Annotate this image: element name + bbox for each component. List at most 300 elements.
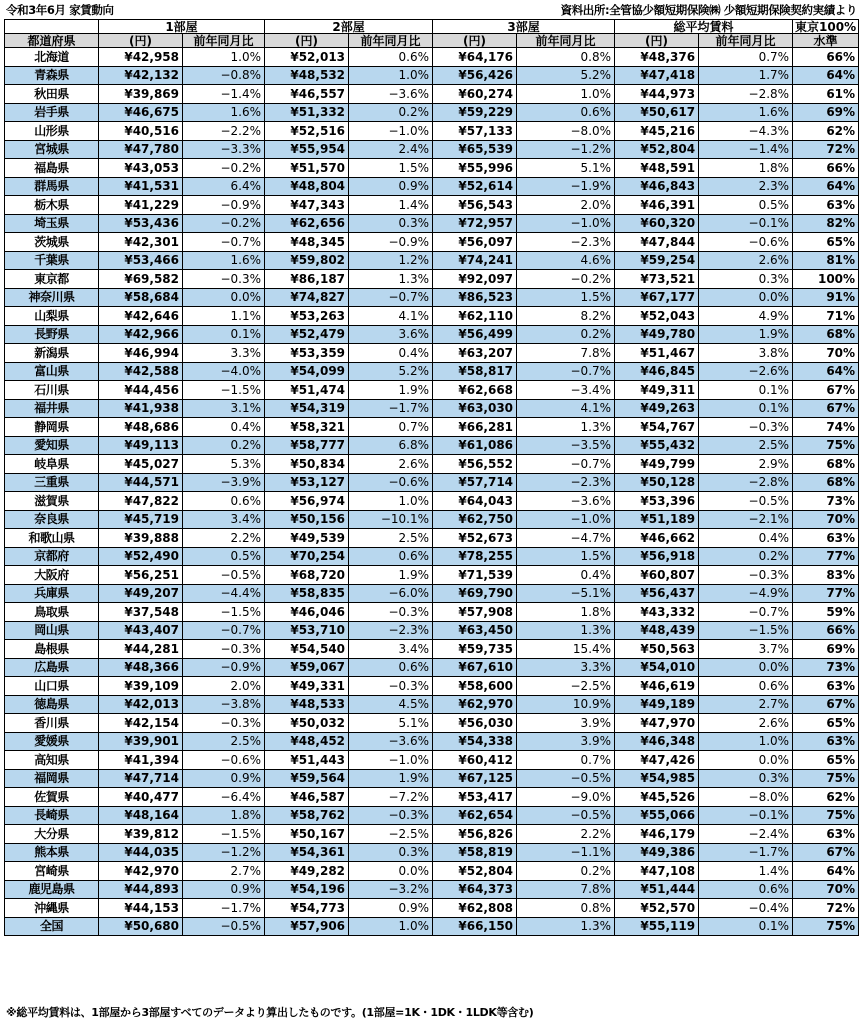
rent-3room: ¥86,523 bbox=[433, 288, 517, 307]
yoy-average: 0.1% bbox=[699, 399, 793, 418]
pref-cell: 愛媛県 bbox=[5, 732, 99, 751]
yoy-3room: 10.9% bbox=[517, 695, 615, 714]
yoy-1room: −4.0% bbox=[183, 362, 265, 381]
yoy-3room: −1.0% bbox=[517, 510, 615, 529]
yoy-2room: 0.2% bbox=[349, 103, 433, 122]
yoy-1room: −0.9% bbox=[183, 658, 265, 677]
table-row bbox=[5, 325, 859, 344]
col-yoy-avg: 前年同月比 bbox=[699, 34, 793, 48]
yoy-1room: 2.2% bbox=[183, 529, 265, 548]
table-row bbox=[5, 251, 859, 270]
tokyo-level: 70% bbox=[793, 510, 859, 529]
rent-3room: ¥58,819 bbox=[433, 843, 517, 862]
rent-3room: ¥72,957 bbox=[433, 214, 517, 233]
rent-2room: ¥59,067 bbox=[265, 658, 349, 677]
rent-1room: ¥42,154 bbox=[99, 714, 183, 733]
rent-average: ¥46,843 bbox=[615, 177, 699, 196]
yoy-1room: −1.5% bbox=[183, 825, 265, 844]
pref-cell: 千葉県 bbox=[5, 251, 99, 270]
yoy-1room: 0.0% bbox=[183, 288, 265, 307]
rent-3room: ¥92,097 bbox=[433, 270, 517, 289]
rent-average: ¥50,617 bbox=[615, 103, 699, 122]
yoy-3room: −2.3% bbox=[517, 233, 615, 252]
rent-2room: ¥50,156 bbox=[265, 510, 349, 529]
yoy-1room: −0.7% bbox=[183, 233, 265, 252]
rent-2room: ¥68,720 bbox=[265, 566, 349, 585]
rent-average: ¥51,444 bbox=[615, 880, 699, 899]
yoy-average: −0.1% bbox=[699, 214, 793, 233]
table-row bbox=[5, 473, 859, 492]
yoy-1room: 0.5% bbox=[183, 547, 265, 566]
yoy-3room: 7.8% bbox=[517, 880, 615, 899]
tokyo-level: 70% bbox=[793, 344, 859, 363]
yoy-1room: −1.4% bbox=[183, 85, 265, 104]
table-row bbox=[5, 677, 859, 696]
yoy-2room: 1.0% bbox=[349, 917, 433, 936]
rent-average: ¥54,985 bbox=[615, 769, 699, 788]
yoy-1room: 3.4% bbox=[183, 510, 265, 529]
tokyo-level: 75% bbox=[793, 806, 859, 825]
yoy-3room: −0.7% bbox=[517, 455, 615, 474]
rent-2room: ¥50,167 bbox=[265, 825, 349, 844]
yoy-average: 0.5% bbox=[699, 196, 793, 215]
yoy-3room: 0.6% bbox=[517, 103, 615, 122]
pref-cell: 奈良県 bbox=[5, 510, 99, 529]
yoy-2room: 1.2% bbox=[349, 251, 433, 270]
rent-average: ¥54,767 bbox=[615, 418, 699, 437]
rent-average: ¥46,619 bbox=[615, 677, 699, 696]
yoy-average: −0.4% bbox=[699, 899, 793, 918]
yoy-average: 1.7% bbox=[699, 66, 793, 85]
pref-cell: 岡山県 bbox=[5, 621, 99, 640]
rent-1room: ¥42,013 bbox=[99, 695, 183, 714]
rent-average: ¥60,320 bbox=[615, 214, 699, 233]
yoy-1room: −1.2% bbox=[183, 843, 265, 862]
yoy-1room: 1.1% bbox=[183, 307, 265, 326]
pref-cell: 京都府 bbox=[5, 547, 99, 566]
rent-2room: ¥74,827 bbox=[265, 288, 349, 307]
pref-cell: 宮城県 bbox=[5, 140, 99, 159]
tokyo-level: 67% bbox=[793, 399, 859, 418]
yoy-2room: 0.3% bbox=[349, 214, 433, 233]
tokyo-level: 63% bbox=[793, 196, 859, 215]
rent-3room: ¥58,600 bbox=[433, 677, 517, 696]
table-row bbox=[5, 399, 859, 418]
rent-3room: ¥71,539 bbox=[433, 566, 517, 585]
yoy-3room: 0.2% bbox=[517, 862, 615, 881]
yoy-average: −2.6% bbox=[699, 362, 793, 381]
rent-1room: ¥58,684 bbox=[99, 288, 183, 307]
pref-cell: 三重県 bbox=[5, 473, 99, 492]
yoy-3room: −2.3% bbox=[517, 473, 615, 492]
yoy-2room: 3.4% bbox=[349, 640, 433, 659]
rent-3room: ¥61,086 bbox=[433, 436, 517, 455]
rent-2room: ¥48,452 bbox=[265, 732, 349, 751]
rent-average: ¥52,804 bbox=[615, 140, 699, 159]
rent-2room: ¥55,954 bbox=[265, 140, 349, 159]
tokyo-level: 68% bbox=[793, 455, 859, 474]
tokyo-level: 63% bbox=[793, 677, 859, 696]
table-row bbox=[5, 492, 859, 511]
pref-cell: 広島県 bbox=[5, 658, 99, 677]
table-row bbox=[5, 214, 859, 233]
rent-3room: ¥60,412 bbox=[433, 751, 517, 770]
yoy-average: −4.9% bbox=[699, 584, 793, 603]
pref-cell: 大分県 bbox=[5, 825, 99, 844]
yoy-1room: 2.7% bbox=[183, 862, 265, 881]
yoy-2room: −0.3% bbox=[349, 806, 433, 825]
yoy-3room: −4.7% bbox=[517, 529, 615, 548]
table-row bbox=[5, 381, 859, 400]
yoy-1room: 1.8% bbox=[183, 806, 265, 825]
rent-3room: ¥57,908 bbox=[433, 603, 517, 622]
pref-cell: 鳥取県 bbox=[5, 603, 99, 622]
rent-2room: ¥48,533 bbox=[265, 695, 349, 714]
rent-average: ¥55,066 bbox=[615, 806, 699, 825]
yoy-average: 3.7% bbox=[699, 640, 793, 659]
rent-2room: ¥52,479 bbox=[265, 325, 349, 344]
rent-2room: ¥50,834 bbox=[265, 455, 349, 474]
pref-cell: 山梨県 bbox=[5, 307, 99, 326]
yoy-1room: −1.5% bbox=[183, 381, 265, 400]
tokyo-level: 63% bbox=[793, 825, 859, 844]
yoy-average: −2.4% bbox=[699, 825, 793, 844]
pref-cell: 茨城県 bbox=[5, 233, 99, 252]
rent-3room: ¥56,543 bbox=[433, 196, 517, 215]
rent-2room: ¥52,516 bbox=[265, 122, 349, 141]
yoy-2room: 1.3% bbox=[349, 270, 433, 289]
rent-3room: ¥55,996 bbox=[433, 159, 517, 178]
yoy-1room: −0.5% bbox=[183, 917, 265, 936]
rent-1room: ¥46,994 bbox=[99, 344, 183, 363]
yoy-average: −0.5% bbox=[699, 492, 793, 511]
rent-3room: ¥62,654 bbox=[433, 806, 517, 825]
yoy-3room: 7.8% bbox=[517, 344, 615, 363]
yoy-2room: −1.7% bbox=[349, 399, 433, 418]
rent-3room: ¥65,539 bbox=[433, 140, 517, 159]
table-row bbox=[5, 658, 859, 677]
col-yen-avg: (円) bbox=[615, 34, 699, 48]
table-row bbox=[5, 48, 859, 67]
tokyo-level: 66% bbox=[793, 159, 859, 178]
pref-cell: 長崎県 bbox=[5, 806, 99, 825]
yoy-3room: 3.9% bbox=[517, 714, 615, 733]
rent-1room: ¥42,958 bbox=[99, 48, 183, 67]
pref-cell: 滋賀県 bbox=[5, 492, 99, 511]
pref-cell: 徳島県 bbox=[5, 695, 99, 714]
tokyo-level: 83% bbox=[793, 566, 859, 585]
rent-average: ¥45,526 bbox=[615, 788, 699, 807]
tokyo-level: 72% bbox=[793, 899, 859, 918]
rent-average: ¥49,386 bbox=[615, 843, 699, 862]
table-row bbox=[5, 843, 859, 862]
rent-average: ¥48,439 bbox=[615, 621, 699, 640]
rent-3room: ¥64,176 bbox=[433, 48, 517, 67]
table-row bbox=[5, 510, 859, 529]
tokyo-level: 74% bbox=[793, 418, 859, 437]
table-row bbox=[5, 196, 859, 215]
yoy-1room: −0.2% bbox=[183, 214, 265, 233]
tokyo-level: 68% bbox=[793, 473, 859, 492]
rent-average: ¥53,396 bbox=[615, 492, 699, 511]
col-yen-1: (円) bbox=[99, 34, 183, 48]
yoy-3room: 1.8% bbox=[517, 603, 615, 622]
yoy-1room: −6.4% bbox=[183, 788, 265, 807]
rent-average: ¥60,807 bbox=[615, 566, 699, 585]
rent-1room: ¥42,301 bbox=[99, 233, 183, 252]
yoy-1room: 0.2% bbox=[183, 436, 265, 455]
yoy-3room: −3.6% bbox=[517, 492, 615, 511]
yoy-1room: 1.6% bbox=[183, 103, 265, 122]
rent-average: ¥47,108 bbox=[615, 862, 699, 881]
tokyo-level: 73% bbox=[793, 492, 859, 511]
table-row bbox=[5, 788, 859, 807]
table-row bbox=[5, 122, 859, 141]
rent-1room: ¥42,646 bbox=[99, 307, 183, 326]
yoy-average: 1.9% bbox=[699, 325, 793, 344]
rent-2room: ¥58,835 bbox=[265, 584, 349, 603]
yoy-1room: −0.8% bbox=[183, 66, 265, 85]
tokyo-level: 67% bbox=[793, 381, 859, 400]
rent-1room: ¥43,053 bbox=[99, 159, 183, 178]
tokyo-level: 68% bbox=[793, 325, 859, 344]
rent-1room: ¥53,466 bbox=[99, 251, 183, 270]
yoy-2room: 3.6% bbox=[349, 325, 433, 344]
yoy-1room: −0.6% bbox=[183, 751, 265, 770]
rent-3room: ¥67,610 bbox=[433, 658, 517, 677]
rent-2room: ¥54,319 bbox=[265, 399, 349, 418]
rent-1room: ¥43,407 bbox=[99, 621, 183, 640]
rent-1room: ¥50,680 bbox=[99, 917, 183, 936]
yoy-2room: 0.0% bbox=[349, 862, 433, 881]
table-row bbox=[5, 233, 859, 252]
yoy-average: 0.3% bbox=[699, 270, 793, 289]
yoy-average: 0.3% bbox=[699, 769, 793, 788]
yoy-average: −0.6% bbox=[699, 233, 793, 252]
yoy-1room: −0.3% bbox=[183, 270, 265, 289]
yoy-1room: 0.9% bbox=[183, 880, 265, 899]
yoy-2room: 1.9% bbox=[349, 566, 433, 585]
rent-average: ¥49,263 bbox=[615, 399, 699, 418]
rent-average: ¥50,563 bbox=[615, 640, 699, 659]
tokyo-level: 69% bbox=[793, 640, 859, 659]
rent-3room: ¥56,499 bbox=[433, 325, 517, 344]
rent-1room: ¥39,109 bbox=[99, 677, 183, 696]
yoy-2room: 1.5% bbox=[349, 159, 433, 178]
group-tokyo: 東京100% bbox=[793, 20, 859, 34]
yoy-2room: 1.9% bbox=[349, 381, 433, 400]
pref-cell: 高知県 bbox=[5, 751, 99, 770]
rent-2room: ¥49,539 bbox=[265, 529, 349, 548]
rent-average: ¥46,845 bbox=[615, 362, 699, 381]
group-1room: 1部屋 bbox=[99, 20, 265, 34]
yoy-3room: −5.1% bbox=[517, 584, 615, 603]
col-yoy-3: 前年同月比 bbox=[517, 34, 615, 48]
rent-2room: ¥47,343 bbox=[265, 196, 349, 215]
rent-2room: ¥48,532 bbox=[265, 66, 349, 85]
rent-average: ¥48,591 bbox=[615, 159, 699, 178]
rent-1room: ¥45,027 bbox=[99, 455, 183, 474]
yoy-3room: −9.0% bbox=[517, 788, 615, 807]
yoy-3room: 1.3% bbox=[517, 418, 615, 437]
yoy-2room: 4.5% bbox=[349, 695, 433, 714]
group-average: 総平均賃料 bbox=[615, 20, 793, 34]
yoy-average: 0.7% bbox=[699, 48, 793, 67]
rent-2room: ¥51,443 bbox=[265, 751, 349, 770]
rent-2room: ¥49,331 bbox=[265, 677, 349, 696]
rent-average: ¥54,010 bbox=[615, 658, 699, 677]
table-row bbox=[5, 270, 859, 289]
yoy-1room: −4.4% bbox=[183, 584, 265, 603]
rent-2room: ¥86,187 bbox=[265, 270, 349, 289]
pref-cell: 群馬県 bbox=[5, 177, 99, 196]
rent-2room: ¥52,013 bbox=[265, 48, 349, 67]
pref-cell: 岩手県 bbox=[5, 103, 99, 122]
rent-1room: ¥47,780 bbox=[99, 140, 183, 159]
rent-average: ¥52,043 bbox=[615, 307, 699, 326]
rent-1room: ¥44,571 bbox=[99, 473, 183, 492]
yoy-3room: −1.0% bbox=[517, 214, 615, 233]
pref-cell: 福岡県 bbox=[5, 769, 99, 788]
rent-3room: ¥56,097 bbox=[433, 233, 517, 252]
yoy-average: 2.7% bbox=[699, 695, 793, 714]
rent-2room: ¥51,474 bbox=[265, 381, 349, 400]
yoy-average: 2.5% bbox=[699, 436, 793, 455]
yoy-average: −2.8% bbox=[699, 473, 793, 492]
yoy-1room: 1.0% bbox=[183, 48, 265, 67]
pref-cell: 栃木県 bbox=[5, 196, 99, 215]
table-row bbox=[5, 288, 859, 307]
table-row bbox=[5, 732, 859, 751]
rent-1room: ¥44,893 bbox=[99, 880, 183, 899]
table-row bbox=[5, 880, 859, 899]
yoy-3room: 5.1% bbox=[517, 159, 615, 178]
yoy-1room: −0.3% bbox=[183, 714, 265, 733]
rent-1room: ¥39,869 bbox=[99, 85, 183, 104]
table-row bbox=[5, 584, 859, 603]
table-row bbox=[5, 825, 859, 844]
rent-2room: ¥53,710 bbox=[265, 621, 349, 640]
pref-cell: 岐阜県 bbox=[5, 455, 99, 474]
yoy-average: 1.4% bbox=[699, 862, 793, 881]
tokyo-level: 64% bbox=[793, 862, 859, 881]
table-row bbox=[5, 140, 859, 159]
yoy-1room: 6.4% bbox=[183, 177, 265, 196]
yoy-average: −2.8% bbox=[699, 85, 793, 104]
yoy-average: 2.6% bbox=[699, 714, 793, 733]
tokyo-level: 69% bbox=[793, 103, 859, 122]
col-yoy-1: 前年同月比 bbox=[183, 34, 265, 48]
yoy-average: 2.3% bbox=[699, 177, 793, 196]
yoy-2room: −1.0% bbox=[349, 751, 433, 770]
tokyo-level: 67% bbox=[793, 843, 859, 862]
rent-1room: ¥48,366 bbox=[99, 658, 183, 677]
rent-3room: ¥58,817 bbox=[433, 362, 517, 381]
rent-2room: ¥53,263 bbox=[265, 307, 349, 326]
tokyo-level: 61% bbox=[793, 85, 859, 104]
yoy-2room: −3.2% bbox=[349, 880, 433, 899]
yoy-average: −0.1% bbox=[699, 806, 793, 825]
rent-3room: ¥56,552 bbox=[433, 455, 517, 474]
pref-cell: 北海道 bbox=[5, 48, 99, 67]
rent-average: ¥47,426 bbox=[615, 751, 699, 770]
pref-cell: 埼玉県 bbox=[5, 214, 99, 233]
rent-2room: ¥54,361 bbox=[265, 843, 349, 862]
yoy-1room: 2.5% bbox=[183, 732, 265, 751]
yoy-3room: 0.7% bbox=[517, 751, 615, 770]
yoy-3room: −0.2% bbox=[517, 270, 615, 289]
rent-average: ¥46,662 bbox=[615, 529, 699, 548]
yoy-2room: 5.2% bbox=[349, 362, 433, 381]
rent-1room: ¥39,901 bbox=[99, 732, 183, 751]
rent-average: ¥51,189 bbox=[615, 510, 699, 529]
yoy-average: 1.8% bbox=[699, 159, 793, 178]
tokyo-level: 65% bbox=[793, 233, 859, 252]
yoy-3room: 2.2% bbox=[517, 825, 615, 844]
table-row bbox=[5, 899, 859, 918]
yoy-2room: −0.9% bbox=[349, 233, 433, 252]
yoy-2room: 1.0% bbox=[349, 492, 433, 511]
rent-2room: ¥54,540 bbox=[265, 640, 349, 659]
rent-2room: ¥49,282 bbox=[265, 862, 349, 881]
table-row bbox=[5, 529, 859, 548]
rent-3room: ¥62,970 bbox=[433, 695, 517, 714]
yoy-1room: −0.3% bbox=[183, 640, 265, 659]
table-row bbox=[5, 159, 859, 178]
rent-1room: ¥56,251 bbox=[99, 566, 183, 585]
yoy-2room: 2.6% bbox=[349, 455, 433, 474]
rent-3room: ¥56,426 bbox=[433, 66, 517, 85]
rent-average: ¥52,570 bbox=[615, 899, 699, 918]
rent-average: ¥44,973 bbox=[615, 85, 699, 104]
rent-3room: ¥63,207 bbox=[433, 344, 517, 363]
tokyo-level: 65% bbox=[793, 714, 859, 733]
yoy-1room: 2.0% bbox=[183, 677, 265, 696]
pref-cell: 大阪府 bbox=[5, 566, 99, 585]
yoy-2room: −7.2% bbox=[349, 788, 433, 807]
pref-cell: 新潟県 bbox=[5, 344, 99, 363]
yoy-average: 0.6% bbox=[699, 677, 793, 696]
yoy-2room: −0.6% bbox=[349, 473, 433, 492]
yoy-average: 3.8% bbox=[699, 344, 793, 363]
table-row bbox=[5, 566, 859, 585]
rent-3room: ¥63,030 bbox=[433, 399, 517, 418]
yoy-3room: 0.2% bbox=[517, 325, 615, 344]
yoy-average: 0.0% bbox=[699, 658, 793, 677]
corner-cell bbox=[5, 20, 99, 34]
rent-3room: ¥59,735 bbox=[433, 640, 517, 659]
rent-1room: ¥44,153 bbox=[99, 899, 183, 918]
yoy-2room: 0.6% bbox=[349, 547, 433, 566]
yoy-3room: −8.0% bbox=[517, 122, 615, 141]
rent-1room: ¥53,436 bbox=[99, 214, 183, 233]
rent-table bbox=[4, 19, 859, 936]
pref-cell: 神奈川県 bbox=[5, 288, 99, 307]
tokyo-level: 72% bbox=[793, 140, 859, 159]
yoy-average: 2.9% bbox=[699, 455, 793, 474]
tokyo-level: 64% bbox=[793, 66, 859, 85]
rent-average: ¥56,918 bbox=[615, 547, 699, 566]
rent-2room: ¥46,046 bbox=[265, 603, 349, 622]
yoy-average: 1.0% bbox=[699, 732, 793, 751]
yoy-average: 2.6% bbox=[699, 251, 793, 270]
rent-2room: ¥58,762 bbox=[265, 806, 349, 825]
pref-cell: 静岡県 bbox=[5, 418, 99, 437]
rent-3room: ¥78,255 bbox=[433, 547, 517, 566]
pref-cell: 青森県 bbox=[5, 66, 99, 85]
rent-1room: ¥44,035 bbox=[99, 843, 183, 862]
rent-3room: ¥54,338 bbox=[433, 732, 517, 751]
